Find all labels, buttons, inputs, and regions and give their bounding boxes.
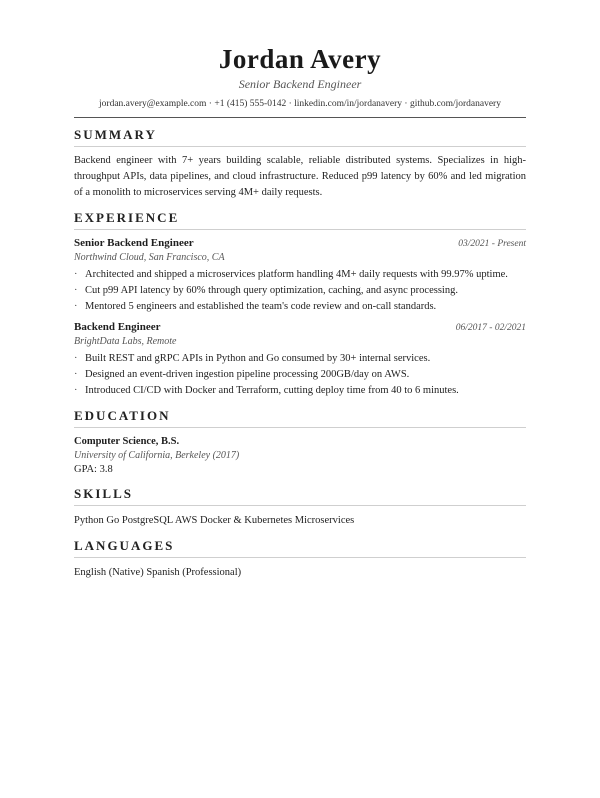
section-divider — [74, 505, 526, 506]
list-item — [74, 367, 526, 383]
bullet-marker: · — [74, 369, 78, 380]
contact-separator: · — [206, 99, 215, 109]
job-dates: 03/2021 - Present — [458, 239, 526, 249]
bullet-text: Architected and shipped a microservices platform handling 4M+ daily requests with 99.97% uptime. — [85, 269, 508, 280]
job-company: BrightData Labs, Remote — [74, 336, 177, 347]
bullet-text: Introduced CI/CD with Docker and Terraform, cutting deploy time from 40 to 6 minutes. — [85, 385, 459, 396]
gpa: GPA: 3.8 — [74, 464, 113, 475]
job-entry — [74, 320, 526, 399]
list-item — [74, 267, 526, 283]
bullet-text: Mentored 5 engineers and established the team's code review and on-call standards. — [85, 301, 437, 312]
candidate-name: Jordan Avery — [218, 44, 382, 74]
bullet-marker: · — [74, 269, 78, 280]
skill-item: Python — [74, 515, 104, 526]
summary-text: Backend engineer with 7+ years building scalable, reliable distributed systems. Specializes in high-throughput APIs, data pipelines, and cloud infrastructure. Reduced p99 latency by 60% and led migration of a monolith to microservices serving 4M+ daily requests. — [74, 155, 526, 198]
contact-email: jordan.avery@example.com — [99, 99, 207, 109]
job-company: Northwind Cloud, San Francisco, CA — [74, 252, 225, 263]
contact-linkedin: linkedin.com/in/jordanavery — [294, 99, 403, 109]
bullet-text: Built REST and gRPC APIs in Python and Go consumed by 30+ internal services. — [85, 353, 431, 364]
list-item — [74, 383, 526, 399]
section-divider — [74, 557, 526, 558]
job-entry — [74, 236, 526, 315]
skills-list — [74, 513, 526, 529]
bullet-marker: · — [74, 385, 78, 396]
candidate-role: Senior Backend Engineer — [238, 77, 362, 91]
bullet-marker: · — [74, 353, 78, 364]
languages-list — [74, 565, 526, 581]
list-item — [74, 351, 526, 367]
summary-heading: SUMMARY — [74, 127, 157, 142]
contact-line — [74, 98, 526, 111]
degree: Computer Science, B.S. — [74, 436, 180, 447]
contact-separator: · — [286, 99, 295, 109]
contact-github: github.com/jordanavery — [409, 99, 501, 109]
languages-heading: LANGUAGES — [74, 538, 175, 553]
list-item — [74, 299, 526, 315]
bullet-text: Designed an event-driven ingestion pipeline processing 200GB/day on AWS. — [85, 369, 410, 380]
list-item — [74, 283, 526, 299]
skills-heading: SKILLS — [74, 486, 133, 501]
language-item: Spanish (Professional) — [146, 567, 242, 578]
job-bullets — [74, 351, 526, 399]
job-bullets — [74, 267, 526, 315]
bullet-marker: · — [74, 285, 78, 296]
bullet-marker: · — [74, 301, 78, 312]
skill-item: Microservices — [294, 515, 355, 526]
skill-item: Go — [106, 515, 120, 526]
section-divider — [74, 229, 526, 230]
experience-heading: EXPERIENCE — [74, 210, 180, 225]
language-item: English (Native) — [74, 567, 144, 578]
section-divider — [74, 427, 526, 428]
bullet-text: Cut p99 API latency by 60% through query optimization, caching, and async processing. — [85, 285, 458, 296]
header-divider — [74, 117, 526, 118]
contact-separator: · — [402, 99, 410, 109]
skill-item: Docker & Kubernetes — [199, 515, 293, 526]
job-title: Backend Engineer — [74, 321, 161, 333]
skill-item: PostgreSQL — [121, 515, 173, 526]
education-entry — [74, 435, 526, 477]
job-dates: 06/2017 - 02/2021 — [455, 323, 526, 333]
section-divider — [74, 146, 526, 147]
contact-phone: +1 (415) 555-0142 — [214, 99, 287, 109]
skill-item: AWS — [174, 515, 198, 526]
school: University of California, Berkeley (2017) — [74, 450, 240, 461]
job-title: Senior Backend Engineer — [74, 237, 194, 249]
education-heading: EDUCATION — [74, 408, 171, 423]
